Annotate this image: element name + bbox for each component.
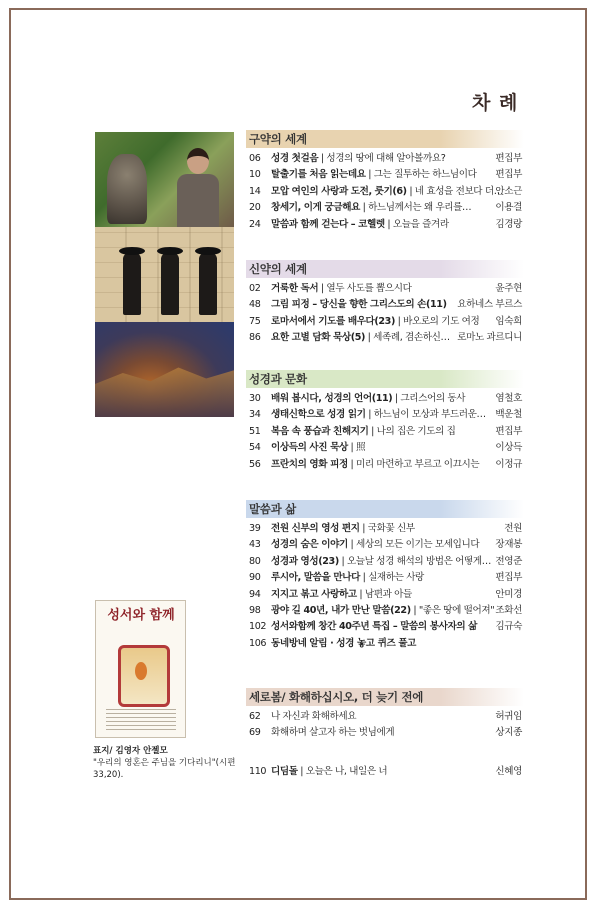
- entry-title: [271, 167, 486, 183]
- entry-title: [271, 330, 450, 346]
- section-entries: [246, 151, 524, 233]
- entry-author: 윤주현: [495, 283, 522, 294]
- praying-man-3: [199, 253, 217, 315]
- entry-title: [271, 217, 486, 233]
- entry-page-number: 34: [249, 409, 261, 421]
- photo-landscape: [95, 322, 234, 417]
- entry-author: 편집부: [495, 169, 522, 181]
- cover-title: 성서와 함께: [107, 608, 175, 623]
- entry-title: [271, 587, 486, 603]
- entry-author: 편집부: [495, 153, 522, 164]
- entry-page-number: 10: [249, 169, 261, 181]
- entry-subtitle: | 그는 질투하는 하느님이다: [365, 169, 477, 181]
- entry-series-name: 전원 신부의 영성 편지: [271, 523, 360, 534]
- toc-entry[interactable]: [246, 570, 524, 586]
- entry-series-name: 창세기, 이게 궁금해요: [271, 202, 360, 214]
- entry-title: [271, 636, 486, 652]
- praying-man-1: [123, 253, 141, 315]
- entry-title: [271, 281, 486, 297]
- entry-title: [271, 521, 486, 537]
- entry-author: 이용결: [495, 202, 522, 214]
- entry-author: 안소근: [495, 185, 522, 197]
- entry-author: 편집부: [495, 572, 522, 584]
- section-entries: [246, 521, 524, 652]
- entry-subtitle: | "좋은 땅에 떨어져": [410, 604, 495, 616]
- entry-subtitle: | 미리 마련하고 부르고 이끄시는: [347, 458, 480, 470]
- entry-title: [271, 184, 503, 200]
- entry-author: 신혜영: [495, 765, 522, 777]
- entry-subtitle: 화해하며 살고자 하는 벗님에게: [271, 727, 395, 739]
- toc-entry[interactable]: [246, 603, 524, 619]
- entry-title: [271, 603, 495, 619]
- cover-text-lines: [106, 709, 176, 731]
- entry-author: 이상득: [495, 442, 522, 454]
- entry-title: [271, 554, 491, 570]
- entry-series-name: 루시아, 말씀을 만나다: [271, 572, 360, 584]
- entry-series-name: 배워 봅시다, 성경의 언어(11): [271, 393, 393, 404]
- entry-page-number: 02: [249, 283, 261, 294]
- toc-entry[interactable]: [246, 554, 524, 570]
- section-entries: [246, 391, 524, 473]
- entry-page-number: 54: [249, 442, 261, 454]
- entry-page-number: 62: [249, 711, 261, 722]
- entry-subtitle: | 오늘은 나, 내일은 너: [297, 765, 388, 777]
- entry-page-number: 06: [249, 153, 261, 164]
- section-entries: [246, 709, 524, 780]
- entry-subtitle: | 네 효성을 전보다 더…: [406, 185, 503, 197]
- entry-subtitle: | 성경의 땅에 대해 알아볼까요?: [318, 153, 446, 164]
- entry-subtitle: | 실재하는 사랑: [359, 572, 424, 584]
- entry-title: [271, 297, 447, 313]
- entry-author: 장재봉: [495, 539, 522, 551]
- photo-western-wall: [95, 227, 234, 322]
- entry-author: 안미경: [495, 588, 522, 600]
- entry-series-name: 요한 고별 담화 묵상(5): [271, 332, 366, 344]
- entry-page-number: 48: [249, 299, 261, 311]
- cover-caption: [93, 745, 243, 781]
- entry-page-number: 80: [249, 555, 261, 567]
- entry-series-name: 성서와함께 창간 40주년 특집 – 말씀의 봉사자의 삶: [271, 621, 478, 633]
- entry-subtitle: 나 자신과 화해하세요: [271, 711, 357, 722]
- entry-subtitle: | 하느님이 모상과 부드러운…: [365, 409, 486, 421]
- entry-subtitle: | 나의 집은 기도의 집: [368, 425, 456, 437]
- toc-entry[interactable]: [246, 725, 524, 741]
- toc-section: [246, 130, 524, 233]
- toc-entry[interactable]: [246, 440, 524, 456]
- entry-subtitle: | 국화꽃 신부: [359, 523, 415, 534]
- entry-page-number: 90: [249, 572, 261, 584]
- entry-subtitle: | 오늘날 성경 해석의 방법은 어떻게…: [338, 555, 491, 567]
- section-entries: [246, 281, 524, 347]
- section-header: 세로봄/ 화해하십시오, 더 늦기 전에: [246, 688, 524, 706]
- entry-page-number: 75: [249, 315, 261, 327]
- toc-entry[interactable]: [246, 184, 524, 200]
- entry-author: 허귀임: [495, 711, 522, 722]
- toc-entry[interactable]: [246, 742, 524, 764]
- entry-title: [271, 151, 486, 167]
- magazine-cover: [95, 600, 186, 738]
- toc-entry[interactable]: [246, 167, 524, 183]
- entry-title: [271, 440, 486, 456]
- toc-entry[interactable]: [246, 391, 524, 407]
- photo-column: [95, 132, 234, 417]
- section-header: 말씀과 삶: [246, 500, 524, 518]
- entry-subtitle: | 세족례, 겸손하신…: [365, 332, 450, 344]
- entry-author: 로마노 과르디니: [457, 332, 522, 344]
- section-header: 신약의 세계: [246, 260, 524, 278]
- entry-series-name: 성경 첫걸음: [271, 153, 319, 164]
- toc-entry[interactable]: [246, 709, 524, 725]
- praying-man-2: [161, 253, 179, 315]
- entry-author: 이정규: [495, 458, 522, 470]
- entry-title: [271, 619, 486, 635]
- entry-page-number: 14: [249, 185, 261, 197]
- entry-series-name: 지지고 볶고 사랑하고: [271, 588, 357, 600]
- entry-page-number: 30: [249, 393, 261, 404]
- entry-page-number: 94: [249, 588, 261, 600]
- toc-entry[interactable]: [246, 537, 524, 553]
- entry-page-number: 102: [249, 621, 267, 633]
- entry-subtitle: | 남편과 아들: [356, 588, 412, 600]
- cover-artwork: [118, 645, 170, 707]
- entry-series-name: 생태신학으로 성경 읽기: [271, 409, 366, 421]
- section-header: 성경과 문화: [246, 370, 524, 388]
- toc-entry[interactable]: [246, 217, 524, 233]
- entry-page-number: 51: [249, 425, 261, 437]
- toc-entry[interactable]: [246, 764, 524, 780]
- toc-entry[interactable]: [246, 200, 524, 216]
- entry-title: [271, 457, 486, 473]
- photo-woman-statue: [95, 132, 234, 227]
- toc-entry[interactable]: [246, 636, 524, 652]
- cover-caption-credit: 표지/ 김영자 안젤모: [93, 746, 168, 756]
- entry-series-name: 프란치의 영화 피정: [271, 458, 348, 470]
- entry-author: 백운철: [495, 409, 522, 421]
- entry-title: [271, 314, 486, 330]
- toc-entry[interactable]: [246, 521, 524, 537]
- entry-subtitle: | 바오로의 기도 여정: [394, 315, 480, 327]
- toc-entry[interactable]: [246, 619, 524, 635]
- entry-page-number: 39: [249, 523, 261, 534]
- entry-page-number: 24: [249, 218, 261, 230]
- entry-series-name: 탈출기를 처음 읽는데요: [271, 169, 366, 181]
- entry-title: [271, 709, 486, 725]
- entry-author: 염철호: [495, 393, 522, 404]
- page-title: 차 례: [472, 92, 519, 114]
- entry-series-name: 거룩한 독서: [271, 283, 319, 294]
- section-header: 구약의 세계: [246, 130, 524, 148]
- entry-author: 조화선: [495, 604, 522, 616]
- entry-page-number: 69: [249, 727, 261, 739]
- toc-entry[interactable]: [246, 151, 524, 167]
- entry-subtitle: | 세상의 모든 이기는 모세입니다: [347, 539, 480, 551]
- entry-series-name: 성경의 숨은 이야기: [271, 539, 348, 551]
- entry-title: [271, 570, 486, 586]
- cover-caption-quote: "우리의 영혼은 주님을 기다리니"(시편 33,20).: [93, 758, 236, 780]
- entry-title: [271, 407, 486, 423]
- entry-title: [271, 764, 486, 780]
- statue-figure: [107, 154, 147, 224]
- entry-page-number: 86: [249, 332, 261, 344]
- toc-entry[interactable]: [246, 457, 524, 473]
- entry-author: 전원: [504, 523, 522, 534]
- toc-entry[interactable]: [246, 424, 524, 440]
- entry-title: [271, 424, 486, 440]
- entry-author: 편집부: [495, 425, 522, 437]
- entry-author: 임숙희: [495, 315, 522, 327]
- entry-series-name: 말씀과 함께 걷는다 – 코헬렛: [271, 218, 385, 230]
- toc-entry[interactable]: [246, 587, 524, 603]
- entry-series-name: 로마서에서 기도를 배우다(23): [271, 315, 395, 327]
- toc-section: [246, 688, 524, 780]
- entry-page-number: 110: [249, 765, 267, 777]
- entry-series-name: 모압 여인의 사랑과 도전, 룻기(6): [271, 185, 407, 197]
- entry-subtitle: | 오늘을 즐겨라: [384, 218, 449, 230]
- entry-subtitle: | 照: [347, 442, 366, 454]
- entry-subtitle: | 그리스어의 동사: [392, 393, 466, 404]
- entry-author: 전영준: [495, 555, 522, 567]
- entry-author: 김규숙: [495, 621, 522, 633]
- toc-section: [246, 370, 524, 473]
- entry-subtitle: | 하느님께서는 왜 우리를…: [359, 202, 472, 214]
- entry-title: [271, 537, 486, 553]
- entry-series-name: 그림 피정 – 당신을 향한 그리스도의 손(11): [271, 299, 447, 311]
- toc-section: [246, 260, 524, 347]
- entry-page-number: 106: [249, 637, 267, 649]
- toc-section: [246, 500, 524, 652]
- entry-page-number: 56: [249, 458, 261, 470]
- entry-title: [271, 725, 486, 741]
- entry-title: [271, 200, 486, 216]
- toc-entry[interactable]: [246, 297, 524, 313]
- entry-series-name: 이상득의 사진 묵상: [271, 442, 348, 454]
- toc-entry[interactable]: [246, 281, 524, 297]
- entry-series-name: 디딤돌: [271, 765, 298, 777]
- entry-page-number: 43: [249, 539, 261, 551]
- toc-entry[interactable]: [246, 314, 524, 330]
- entry-page-number: 20: [249, 202, 261, 214]
- entry-series-name: 동네방네 알림 · 성경 놓고 퀴즈 풀고: [271, 637, 417, 649]
- entry-series-name: 광야 길 40년, 내가 만난 말씀(22): [271, 604, 411, 616]
- entry-author: 김경랑: [495, 218, 522, 230]
- entry-title: [271, 391, 486, 407]
- toc-entry[interactable]: [246, 330, 524, 346]
- entry-page-number: 98: [249, 604, 261, 616]
- toc-entry[interactable]: [246, 407, 524, 423]
- entry-series-name: 성경과 영성(23): [271, 555, 339, 567]
- entry-subtitle: | 열두 사도를 뽑으시다: [318, 283, 412, 294]
- entry-author: 상지종: [495, 727, 522, 739]
- entry-author: 요하네스 부르스: [457, 299, 522, 311]
- woman-figure: [175, 144, 221, 227]
- entry-series-name: 복음 속 풍습과 친해지기: [271, 425, 369, 437]
